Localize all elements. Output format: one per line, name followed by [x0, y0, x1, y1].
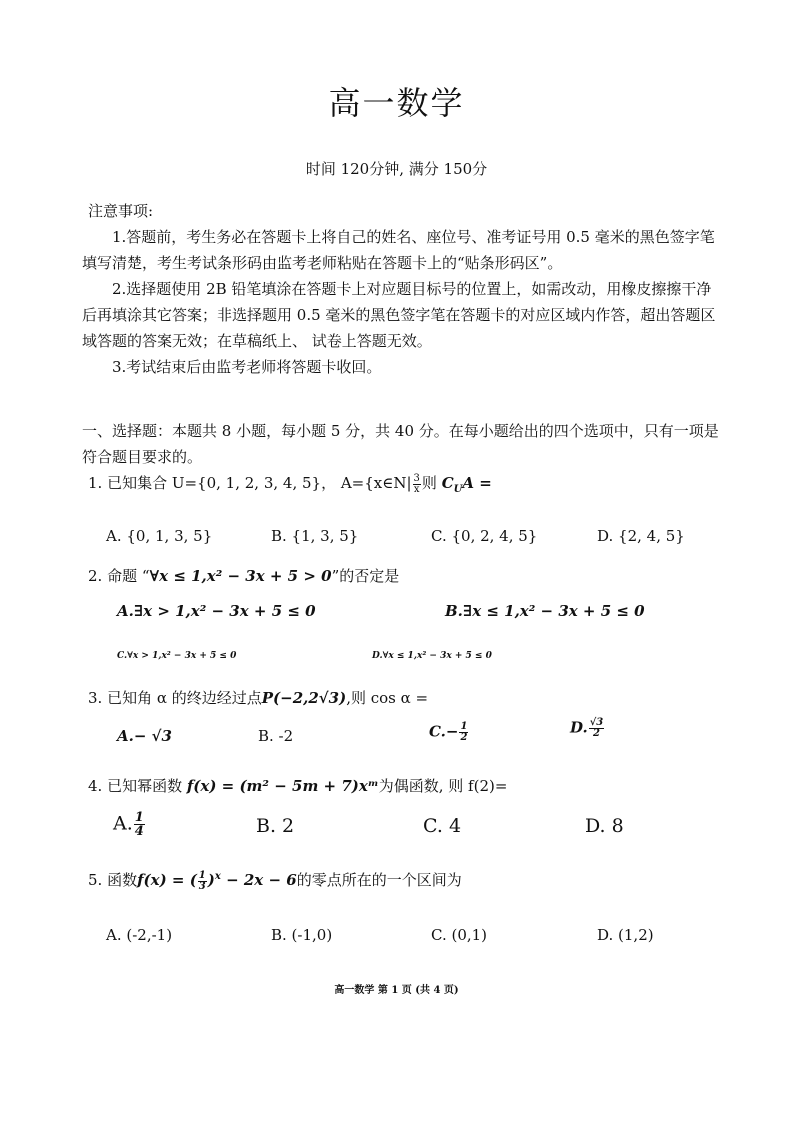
q1-option-c: C. {0, 2, 4, 5}	[431, 527, 538, 545]
q4-option-a-prefix: A.	[113, 812, 133, 835]
q1-stem-math: C	[441, 474, 454, 492]
q1-stem-a: 1. 已知集合 U={0, 1, 2, 3, 4, 5}， A={x∈N|	[88, 474, 412, 492]
q1-stem-b: 则	[421, 474, 442, 492]
q4-a-den: 4	[134, 824, 144, 839]
q1-option-a: A. {0, 1, 3, 5}	[106, 527, 213, 545]
q3-option-b: B. -2	[258, 727, 294, 745]
q4-stem-a: 4. 已知幂函数	[88, 777, 187, 795]
notice-item-3: 3.考试结束后由监考老师将答题卡收回。	[112, 358, 382, 376]
q3-d-num: √3	[589, 717, 604, 728]
question-2	[88, 565, 399, 586]
q3-c-den: 2	[460, 732, 468, 743]
q1-stem-c: A =	[462, 474, 492, 492]
q4-option-b: B. 2	[256, 815, 295, 837]
q5-stem-sup: x	[214, 871, 221, 882]
q3-option-d	[570, 718, 605, 739]
q3-c-num: 1	[460, 721, 468, 732]
q2-stem-a: 2. 命题 “	[88, 567, 150, 585]
q5-fraction	[198, 871, 207, 892]
q5-option-d: D. (1,2)	[597, 926, 654, 944]
question-3	[88, 687, 428, 708]
section-heading-choice	[82, 418, 722, 470]
q2-option-d: D.∀x ≤ 1,x² − 3x + 5 ≤ 0	[372, 651, 492, 661]
q1-option-b: B. {1, 3, 5}	[271, 527, 359, 545]
q2-stem-math: ∀x ≤ 1,x² − 3x + 5 > 0	[149, 567, 332, 585]
q3-stem-math: P(−2,2√3)	[261, 689, 347, 707]
q1-stem-sub: U	[453, 484, 463, 495]
q4-a-num: 1	[134, 810, 144, 825]
page-title: 高一数学	[328, 84, 465, 122]
q5-stem-b: 的零点所在的一个区间为	[296, 871, 462, 889]
q5-frac-den: 3	[198, 880, 206, 892]
q3-stem-a: 3. 已知角 α 的终边经过点	[88, 689, 262, 707]
q5-option-a: A. (-2,-1)	[106, 926, 173, 944]
q3-option-a: A.− √3	[117, 727, 172, 745]
notice-heading: 注意事项:	[88, 202, 154, 220]
q5-option-c: C. (0,1)	[431, 926, 488, 944]
notice-item-1: 1.答题前，考生务必在答题卡上将自己的姓名、座位号、准考证号用 0.5 毫米的黑色签字笔填写清楚，考生考试条形码由监考老师粘贴在答题卡上的“贴条形码区”。	[82, 228, 715, 272]
q3-option-d-fraction	[589, 718, 605, 739]
q3-option-d-prefix: D.	[570, 718, 588, 737]
q4-option-d: D. 8	[585, 815, 624, 837]
q3-option-c-fraction	[459, 722, 468, 743]
q1-option-d: D. {2, 4, 5}	[597, 527, 685, 545]
q5-stem-math-a: f(x) = (	[137, 871, 197, 889]
q4-option-c: C. 4	[423, 815, 462, 837]
q5-stem-math-b: )	[207, 871, 215, 889]
q2-stem-b: ”的否定是	[331, 567, 400, 585]
q5-option-b: B. (-1,0)	[271, 926, 333, 944]
question-1	[88, 472, 492, 495]
exam-time-info: 时间 120分钟, 满分 150分	[305, 160, 488, 178]
q3-option-c	[429, 722, 469, 743]
q2-option-b: B.∃x ≤ 1,x² − 3x + 5 ≤ 0	[445, 602, 645, 620]
q4-stem-math: f(x) = (m² − 5m + 7)xᵐ	[186, 777, 379, 795]
question-5	[88, 869, 462, 892]
q4-option-a-fraction	[134, 811, 145, 838]
q3-option-c-prefix: C.−	[429, 722, 459, 741]
q1-fraction	[413, 474, 421, 495]
notice-item-2: 2.选择题使用 2B 铅笔填涂在答题卡上对应题目标号的位置上，如需改动，用橡皮擦擦干净后再填涂其它答案；非选择题用 0.5 毫米的黑色签字笔在答题卡的对应区域内作答，超出答题区域答题的答案无效；在草稿纸上、 试卷上答题无效。	[82, 280, 716, 350]
q5-stem-math-c: − 2x − 6	[220, 871, 297, 889]
question-4	[88, 775, 507, 796]
q2-option-c: C.∀x > 1,x² − 3x + 5 ≤ 0	[117, 651, 237, 661]
q4-option-a	[113, 811, 146, 838]
section-heading-text: 一、选择题：本题共 8 小题，每小题 5 分，共 40 分。在每小题给出的四个选项中，只有一项是符合题目要求的。	[82, 422, 719, 466]
q4-stem-b: 为偶函数, 则 f(2)=	[378, 777, 508, 795]
q5-frac-num: 1	[198, 869, 206, 881]
q5-stem-a: 5. 函数	[88, 871, 138, 889]
q1-frac-num: 3	[413, 472, 420, 484]
q1-frac-den: x	[413, 483, 420, 495]
q2-option-a: A.∃x > 1,x² − 3x + 5 ≤ 0	[117, 602, 316, 620]
q3-d-den: 2	[592, 728, 600, 739]
page-footer: 高一数学 第 1 页 (共 4 页)	[334, 985, 459, 996]
q3-stem-b: ,则 cos α =	[346, 689, 429, 707]
